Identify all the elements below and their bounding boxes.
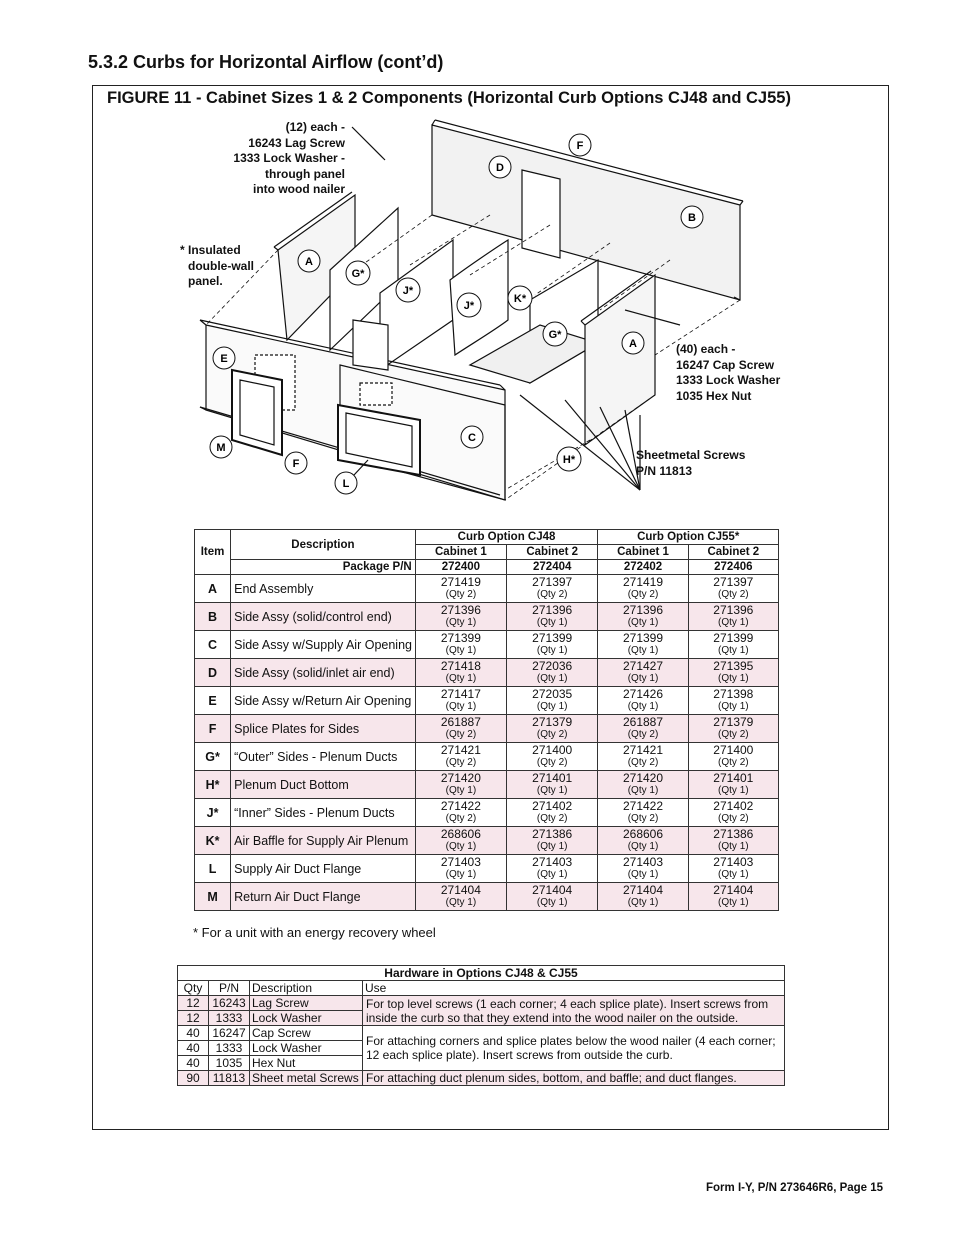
part-number: 271379	[713, 715, 754, 729]
part-quantity: (Qty 1)	[536, 869, 568, 880]
part-quantity: (Qty 2)	[536, 813, 568, 824]
part-cell	[688, 771, 778, 799]
part-number: 271386	[532, 827, 573, 841]
part-number: 271404	[440, 883, 481, 897]
item-description: Supply Air Duct Flange	[231, 855, 416, 883]
figure-title: FIGURE 11 - Cabinet Sizes 1 & 2 Components (Horizontal Curb Options CJ48 and CJ55)	[107, 89, 791, 107]
part-quantity: (Qty 2)	[536, 729, 568, 740]
part-quantity: (Qty 1)	[627, 701, 659, 712]
part-quantity: (Qty 1)	[445, 701, 477, 712]
hardware-table	[177, 965, 785, 1086]
col-cj48-cabinet1: Cabinet 1	[415, 545, 506, 560]
part-quantity: (Qty 1)	[536, 673, 568, 684]
item-description: Splice Plates for Sides	[231, 715, 416, 743]
hw-use: For attaching duct plenum sides, bottom, and baffle; and duct flanges.	[363, 1071, 785, 1086]
part-cell	[688, 603, 778, 631]
part-cell	[507, 771, 598, 799]
splice-plate-f-back	[522, 170, 560, 258]
item-code: K*	[195, 827, 231, 855]
table-row	[195, 799, 779, 827]
item-code: L	[195, 855, 231, 883]
hw-desc: Lock Washer	[250, 1011, 363, 1026]
part-quantity: (Qty 2)	[445, 813, 477, 824]
item-code: G*	[195, 743, 231, 771]
package-pn: 272400	[415, 560, 506, 575]
label-e	[213, 347, 235, 369]
svg-text:G*: G*	[548, 329, 562, 341]
part-quantity: (Qty 1)	[445, 645, 477, 656]
part-quantity: (Qty 1)	[718, 645, 749, 656]
part-number: 271399	[713, 631, 754, 645]
part-quantity: (Qty 2)	[627, 813, 659, 824]
part-cell	[598, 771, 688, 799]
label-g-right	[543, 322, 567, 346]
part-number: 271402	[532, 799, 573, 813]
part-cell	[415, 799, 506, 827]
part-quantity: (Qty 1)	[718, 701, 749, 712]
item-description: Return Air Duct Flange	[231, 883, 416, 911]
part-cell	[415, 687, 506, 715]
part-number: 271418	[440, 659, 481, 673]
label-h	[557, 447, 581, 471]
package-pn: 272406	[688, 560, 778, 575]
part-quantity: (Qty 2)	[627, 589, 659, 600]
part-number: 271404	[532, 883, 573, 897]
label-f-top	[569, 134, 591, 156]
supply-opening	[360, 383, 392, 405]
table-row	[195, 687, 779, 715]
part-cell	[688, 687, 778, 715]
table-row	[195, 603, 779, 631]
part-quantity: (Qty 1)	[536, 841, 568, 852]
hw-col-use: Use	[363, 981, 785, 996]
hw-desc: Sheet metal Screws	[250, 1071, 363, 1086]
part-quantity: (Qty 2)	[445, 589, 477, 600]
section-title: 5.3.2 Curbs for Horizontal Airflow (cont’d)	[88, 52, 444, 72]
part-number: 271419	[440, 575, 481, 589]
hw-qty: 90	[178, 1071, 209, 1086]
item-description: End Assembly	[231, 575, 416, 603]
part-cell	[507, 575, 598, 603]
svg-text:H*: H*	[562, 454, 576, 466]
part-cell	[507, 827, 598, 855]
part-number: 271403	[532, 855, 573, 869]
part-number: 271401	[713, 771, 754, 785]
part-number: 271399	[622, 631, 664, 645]
hw-qty: 12	[178, 1011, 209, 1026]
col-description: Description	[231, 530, 416, 560]
part-number: 271421	[440, 743, 481, 757]
part-cell	[415, 827, 506, 855]
part-number: 271422	[622, 799, 664, 813]
part-cell	[598, 687, 688, 715]
part-quantity: (Qty 1)	[445, 841, 477, 852]
item-code: J*	[195, 799, 231, 827]
label-a-right	[622, 332, 644, 354]
parts-table	[194, 529, 779, 911]
part-number: 271396	[713, 603, 754, 617]
part-cell	[507, 687, 598, 715]
part-cell	[415, 603, 506, 631]
svg-text:B: B	[688, 212, 696, 224]
part-number: 271397	[532, 575, 573, 589]
part-quantity: (Qty 2)	[718, 589, 749, 600]
hw-desc: Hex Nut	[250, 1056, 363, 1071]
hw-desc: Lock Washer	[250, 1041, 363, 1056]
hw-qty: 12	[178, 996, 209, 1011]
part-cell	[598, 715, 688, 743]
part-number: 261887	[440, 715, 481, 729]
part-number: 271395	[713, 659, 754, 673]
part-quantity: (Qty 1)	[718, 617, 749, 628]
part-cell	[598, 743, 688, 771]
part-quantity: (Qty 1)	[627, 785, 659, 796]
part-number: 272036	[532, 659, 573, 673]
item-code: D	[195, 659, 231, 687]
hw-use: For attaching corners and splice plates below the wood nailer (4 each corner; 12 each splice plate). Insert screws from outside the curb.	[363, 1026, 785, 1071]
part-cell	[688, 827, 778, 855]
label-g-left	[346, 261, 370, 285]
part-quantity: (Qty 1)	[445, 673, 477, 684]
part-quantity: (Qty 2)	[718, 757, 749, 768]
part-quantity: (Qty 1)	[627, 869, 659, 880]
package-pn-label: Package P/N	[231, 560, 416, 575]
part-number: 271399	[440, 631, 481, 645]
package-pn: 272402	[598, 560, 688, 575]
part-quantity: (Qty 1)	[718, 897, 749, 908]
part-cell	[415, 575, 506, 603]
svg-text:F: F	[292, 458, 300, 470]
part-number: 271422	[440, 799, 481, 813]
label-k	[508, 286, 532, 310]
hardware-title: Hardware in Options CJ48 & CJ55	[178, 966, 785, 981]
label-c	[461, 426, 483, 448]
svg-text:K*: K*	[513, 293, 527, 305]
part-quantity: (Qty 1)	[718, 869, 749, 880]
item-code: E	[195, 687, 231, 715]
part-number: 268606	[622, 827, 664, 841]
item-description: Side Assy (solid/control end)	[231, 603, 416, 631]
table-row	[195, 883, 779, 911]
svg-text:L: L	[342, 478, 350, 490]
part-number: 271402	[713, 799, 754, 813]
part-quantity: (Qty 1)	[536, 701, 568, 712]
item-code: F	[195, 715, 231, 743]
part-quantity: (Qty 2)	[536, 589, 568, 600]
hw-qty: 40	[178, 1041, 209, 1056]
part-number: 271427	[622, 659, 664, 673]
hw-col-description: Description	[250, 981, 363, 996]
table-row	[195, 631, 779, 659]
item-description: “Inner” Sides - Plenum Ducts	[231, 799, 416, 827]
col-cj48: Curb Option CJ48	[415, 530, 598, 545]
hw-col-pn: P/N	[209, 981, 250, 996]
part-quantity: (Qty 1)	[536, 897, 568, 908]
label-m	[210, 436, 232, 458]
part-number: 271379	[532, 715, 573, 729]
part-cell	[415, 855, 506, 883]
part-cell	[507, 715, 598, 743]
label-j-right	[457, 293, 481, 317]
col-cj55-cabinet2: Cabinet 2	[688, 545, 778, 560]
part-quantity: (Qty 1)	[627, 841, 659, 852]
part-number: 271404	[713, 883, 754, 897]
part-number: 271403	[440, 855, 481, 869]
item-code: M	[195, 883, 231, 911]
part-quantity: (Qty 1)	[445, 897, 477, 908]
label-a-left	[298, 250, 320, 272]
callout-sheetmetal-screws: Sheetmetal Screws P/N 11813	[636, 448, 746, 478]
svg-text:F: F	[576, 140, 584, 152]
part-number: 268606	[440, 827, 481, 841]
hw-desc: Cap Screw	[250, 1026, 363, 1041]
table-row	[195, 715, 779, 743]
part-number: 271396	[532, 603, 573, 617]
part-cell	[507, 631, 598, 659]
hw-pn: 1333	[209, 1041, 250, 1056]
label-d	[489, 156, 511, 178]
table-row	[195, 743, 779, 771]
part-number: 271426	[622, 687, 664, 701]
hw-pn: 1035	[209, 1056, 250, 1071]
package-pn: 272404	[507, 560, 598, 575]
item-code: B	[195, 603, 231, 631]
part-number: 271421	[622, 743, 664, 757]
part-number: 271420	[440, 771, 481, 785]
item-description: “Outer” Sides - Plenum Ducts	[231, 743, 416, 771]
callout-cap-screw: (40) each - 16247 Cap Screw 1333 Lock Washer 1035 Hex Nut	[676, 342, 781, 403]
part-number: 271419	[622, 575, 664, 589]
callout-lag-screw: (12) each - 16243 Lag Screw 1333 Lock Washer - through panel into wood nailer	[233, 120, 345, 196]
part-cell	[688, 883, 778, 911]
part-number: 271396	[440, 603, 481, 617]
hw-pn: 16243	[209, 996, 250, 1011]
part-quantity: (Qty 2)	[718, 729, 749, 740]
part-number: 271417	[440, 687, 481, 701]
part-quantity: (Qty 1)	[627, 645, 659, 656]
part-cell	[507, 855, 598, 883]
callout-insulated-panel: * Insulated double-wall panel.	[180, 243, 254, 288]
part-cell	[415, 631, 506, 659]
svg-text:D: D	[496, 162, 504, 174]
part-cell	[688, 715, 778, 743]
hw-desc: Lag Screw	[250, 996, 363, 1011]
hw-pn: 11813	[209, 1071, 250, 1086]
part-cell	[688, 659, 778, 687]
part-cell	[507, 799, 598, 827]
part-number: 271403	[622, 855, 664, 869]
part-quantity: (Qty 2)	[536, 757, 568, 768]
part-number: 271420	[622, 771, 664, 785]
hw-qty: 40	[178, 1056, 209, 1071]
part-quantity: (Qty 2)	[627, 729, 659, 740]
item-description: Side Assy w/Supply Air Opening	[231, 631, 416, 659]
splice-plate-f-front	[353, 320, 388, 370]
part-quantity: (Qty 2)	[445, 757, 477, 768]
part-quantity: (Qty 2)	[445, 729, 477, 740]
part-quantity: (Qty 1)	[627, 897, 659, 908]
item-code: H*	[195, 771, 231, 799]
col-cj55: Curb Option CJ55*	[598, 530, 779, 545]
svg-text:G*: G*	[351, 268, 365, 280]
part-number: 272035	[532, 687, 573, 701]
part-number: 271400	[532, 743, 573, 757]
svg-text:A: A	[305, 256, 313, 268]
part-cell	[415, 715, 506, 743]
parts-table-body	[195, 575, 779, 911]
part-number: 271400	[713, 743, 754, 757]
part-quantity: (Qty 2)	[627, 757, 659, 768]
col-cj55-cabinet1: Cabinet 1	[598, 545, 688, 560]
part-number: 271404	[622, 883, 664, 897]
table-row	[195, 659, 779, 687]
svg-text:M: M	[216, 442, 226, 454]
hw-pn: 1333	[209, 1011, 250, 1026]
part-cell	[688, 631, 778, 659]
part-number: 271396	[622, 603, 664, 617]
part-number: 271397	[713, 575, 754, 589]
svg-text:J*: J*	[402, 285, 414, 297]
part-quantity: (Qty 1)	[445, 869, 477, 880]
part-cell	[415, 883, 506, 911]
part-cell	[598, 603, 688, 631]
hw-use: For top level screws (1 each corner; 4 each splice plate). Insert screws from inside the curb so that they extend into the wood nailer on the outside.	[363, 996, 785, 1026]
part-cell	[415, 659, 506, 687]
part-cell	[598, 659, 688, 687]
part-cell	[688, 799, 778, 827]
label-b	[681, 206, 703, 228]
part-cell	[688, 855, 778, 883]
part-number: 261887	[622, 715, 664, 729]
part-quantity: (Qty 1)	[718, 841, 749, 852]
table-row	[195, 855, 779, 883]
part-cell	[507, 659, 598, 687]
part-number: 271398	[713, 687, 754, 701]
part-quantity: (Qty 1)	[536, 617, 568, 628]
item-code: A	[195, 575, 231, 603]
label-j-left	[396, 278, 420, 302]
part-number: 271386	[713, 827, 754, 841]
svg-text:A: A	[629, 338, 637, 350]
part-quantity: (Qty 1)	[627, 673, 659, 684]
part-quantity: (Qty 2)	[718, 813, 749, 824]
part-number: 271401	[532, 771, 573, 785]
part-quantity: (Qty 1)	[718, 785, 749, 796]
part-cell	[507, 883, 598, 911]
part-cell	[507, 743, 598, 771]
item-code: C	[195, 631, 231, 659]
table-row	[195, 771, 779, 799]
part-cell	[415, 743, 506, 771]
svg-text:C: C	[468, 432, 476, 444]
part-quantity: (Qty 1)	[536, 785, 568, 796]
page-footer: Form I-Y, P/N 273646R6, Page 15	[706, 1182, 884, 1194]
part-cell	[598, 855, 688, 883]
part-cell	[415, 771, 506, 799]
part-cell	[688, 743, 778, 771]
table-row	[195, 575, 779, 603]
part-number: 271399	[532, 631, 573, 645]
part-cell	[598, 883, 688, 911]
part-quantity: (Qty 1)	[536, 645, 568, 656]
footnote: * For a unit with an energy recovery wheel	[193, 925, 436, 940]
part-quantity: (Qty 1)	[445, 785, 477, 796]
hw-pn: 16247	[209, 1026, 250, 1041]
part-cell	[598, 799, 688, 827]
hw-qty: 40	[178, 1026, 209, 1041]
part-cell	[598, 575, 688, 603]
label-l	[335, 472, 357, 494]
svg-text:J*: J*	[463, 300, 475, 312]
col-item: Item	[195, 530, 231, 575]
part-cell	[598, 631, 688, 659]
part-quantity: (Qty 1)	[445, 617, 477, 628]
item-description: Air Baffle for Supply Air Plenum	[231, 827, 416, 855]
item-description: Side Assy (solid/inlet air end)	[231, 659, 416, 687]
part-quantity: (Qty 1)	[627, 617, 659, 628]
part-cell	[688, 575, 778, 603]
hw-col-qty: Qty	[178, 981, 209, 996]
part-quantity: (Qty 1)	[718, 673, 749, 684]
part-cell	[598, 827, 688, 855]
svg-text:E: E	[220, 353, 228, 365]
part-number: 271403	[713, 855, 754, 869]
table-row	[195, 827, 779, 855]
item-description: Plenum Duct Bottom	[231, 771, 416, 799]
part-cell	[507, 603, 598, 631]
col-cj48-cabinet2: Cabinet 2	[507, 545, 598, 560]
label-f-bottom	[285, 452, 307, 474]
item-description: Side Assy w/Return Air Opening	[231, 687, 416, 715]
